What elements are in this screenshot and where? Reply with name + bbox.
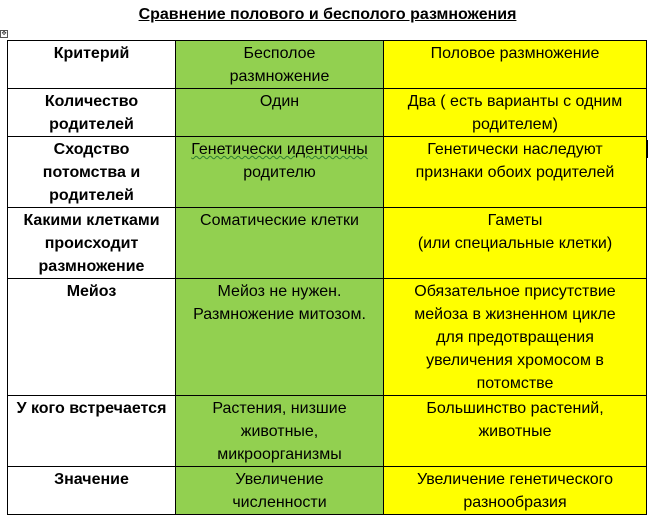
sexual-cell [384, 396, 647, 467]
cell-line: Какими клетками [23, 212, 160, 229]
header-sexual-text: Половое размножение [430, 45, 600, 62]
cell-line: Мейоз [66, 283, 117, 300]
criterion-cell [8, 89, 176, 137]
asexual-cell [176, 279, 384, 396]
sexual-cell [384, 89, 647, 137]
cell-line: Соматические клетки [200, 212, 359, 229]
header-criterion [8, 41, 176, 89]
criterion-cell [8, 208, 176, 279]
cell-line: Гаметы [487, 212, 543, 229]
cell-line: родителей [49, 187, 134, 204]
cell-line: для предотвращения [436, 329, 594, 346]
header-criterion-text: Критерий [53, 45, 130, 62]
cell-line: родителей [49, 116, 134, 133]
cell-line: увеличения хромосом в [426, 352, 604, 369]
table-move-handle-icon[interactable]: ✥ [1, 31, 7, 37]
cell-line: животные, [240, 423, 319, 440]
cell-line: микроорганизмы [217, 446, 342, 463]
criterion-cell [8, 137, 176, 208]
comparison-table [7, 40, 647, 515]
sexual-cell [384, 137, 647, 208]
cell-line: Увеличение [235, 471, 324, 488]
cell-line: Два ( есть варианты с одним [407, 93, 623, 110]
cell-line: численности [232, 494, 327, 511]
cell-line: Один [259, 93, 300, 110]
cell-line: разнообразия [463, 494, 567, 511]
cell-line: родителем) [472, 116, 558, 133]
asexual-cell [176, 89, 384, 137]
header-asexual-line: Бесполое [243, 45, 316, 62]
document-title: Сравнение полового и бесполого размножения [138, 6, 517, 23]
cell-line-spellcheck: Генетически идентичны [191, 141, 368, 158]
cell-line: мейоза в жизненном цикле [414, 306, 616, 323]
criterion-cell [8, 396, 176, 467]
table-row [8, 467, 647, 515]
cell-line: происходит [44, 235, 139, 252]
table-row [8, 279, 647, 396]
asexual-cell [176, 208, 384, 279]
cell-line: Сходство [53, 141, 130, 158]
table-row [8, 396, 647, 467]
header-asexual-line: размножение [229, 68, 330, 85]
asexual-cell [176, 396, 384, 467]
cell-line: Генетически наследуют [427, 141, 603, 158]
cell-line: потомстве [476, 375, 554, 392]
asexual-cell [176, 467, 384, 515]
cell-line: (или специальные клетки) [417, 235, 613, 252]
table-header-row [8, 41, 647, 89]
table-row [8, 208, 647, 279]
cell-line: родителю [243, 164, 316, 181]
text-cursor [647, 140, 648, 158]
header-asexual [176, 41, 384, 89]
criterion-cell [8, 279, 176, 396]
cell-line: потомства и [42, 164, 141, 181]
cell-line: Обязательное присутствие [414, 283, 616, 300]
cell-line: Увеличение генетического [416, 471, 614, 488]
cell-line: Большинство растений, [426, 400, 604, 417]
cell-line: животные [478, 423, 552, 440]
header-sexual [384, 41, 647, 89]
cell-line: Мейоз не нужен. [217, 283, 342, 300]
asexual-cell [176, 137, 384, 208]
criterion-cell [8, 467, 176, 515]
cell-line: Размножение митозом. [193, 306, 366, 323]
cell-line: Значение [54, 471, 129, 488]
table-row [8, 137, 647, 208]
cell-line: размножение [38, 258, 145, 275]
sexual-cell [384, 467, 647, 515]
sexual-cell [384, 279, 647, 396]
cell-line: У кого встречается [16, 400, 167, 417]
cell-line: Растения, низшие [212, 400, 347, 417]
cell-line: признаки обоих родителей [415, 164, 615, 181]
table-row [8, 89, 647, 137]
sexual-cell [384, 208, 647, 279]
cell-line: Количество [44, 93, 139, 110]
